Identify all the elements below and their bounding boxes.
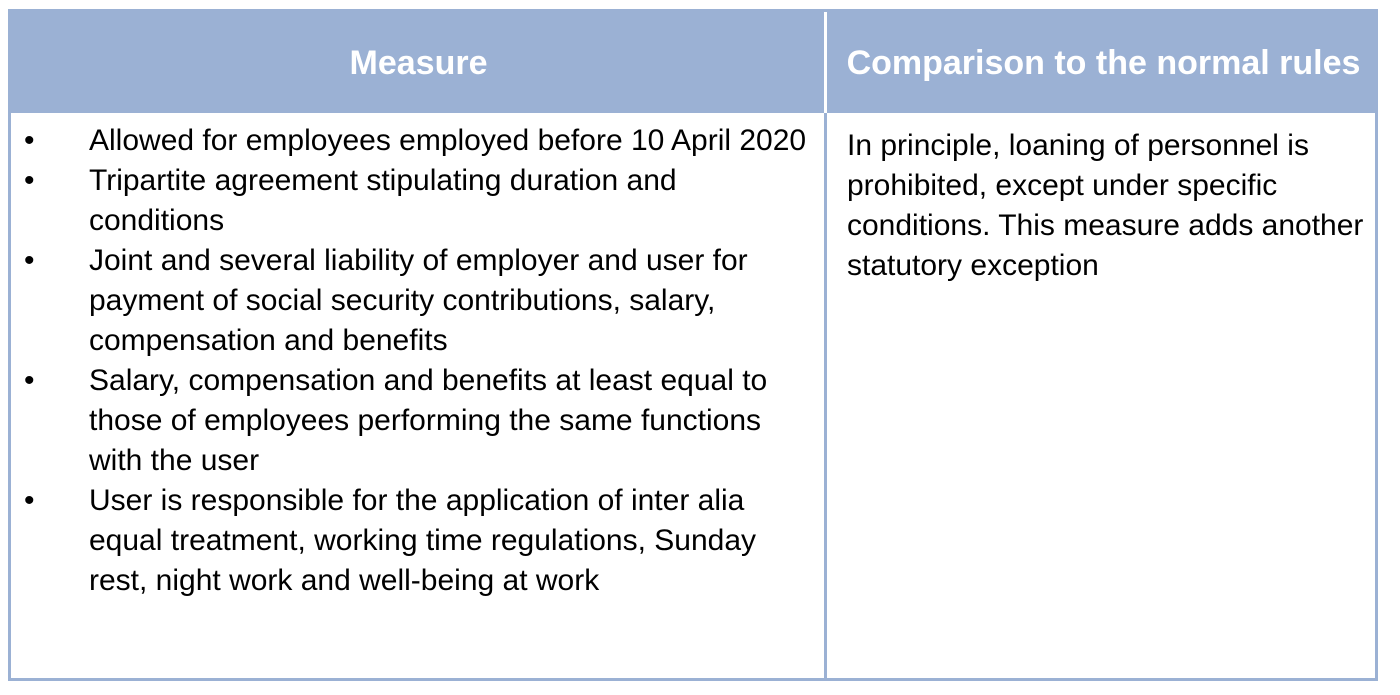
list-item (11, 121, 824, 161)
bullet-icon: • (24, 484, 35, 517)
measure-item-text: Tripartite agreement stipulating duration and conditions (89, 164, 677, 237)
measure-item-text: Allowed for employees employed before 10 April 2020 (89, 124, 807, 157)
comparison-cell (847, 113, 1372, 286)
measure-item-text: Joint and several liability of employer and user for payment of social security contributions, salary, compensation and benefits (89, 244, 748, 357)
measure-list (11, 113, 824, 601)
measure-item-text: User is responsible for the application of inter alia equal treatment, working time regulations, Sunday rest, night work and well-being at work (89, 484, 757, 597)
list-item (11, 481, 824, 601)
header-measure: Measure (349, 43, 488, 82)
list-item (11, 161, 824, 241)
table-header-row (11, 12, 1375, 113)
bullet-icon: • (24, 124, 35, 157)
bullet-icon: • (24, 244, 35, 277)
header-divider (824, 12, 827, 113)
measure-item-text: Salary, compensation and benefits at least equal to those of employees performing the same functions with the user (89, 364, 768, 477)
list-item (11, 241, 824, 361)
column-divider (824, 113, 827, 678)
list-item (11, 361, 824, 481)
comparison-text: In principle, loaning of personnel is prohibited, except under specific conditions. This measure adds another statutory exception (847, 129, 1364, 282)
bullet-icon: • (24, 364, 35, 397)
measure-cell (11, 113, 824, 601)
comparison-table (8, 9, 1378, 681)
bullet-icon: • (24, 164, 35, 197)
header-comparison: Comparison to the normal rules (846, 43, 1361, 82)
